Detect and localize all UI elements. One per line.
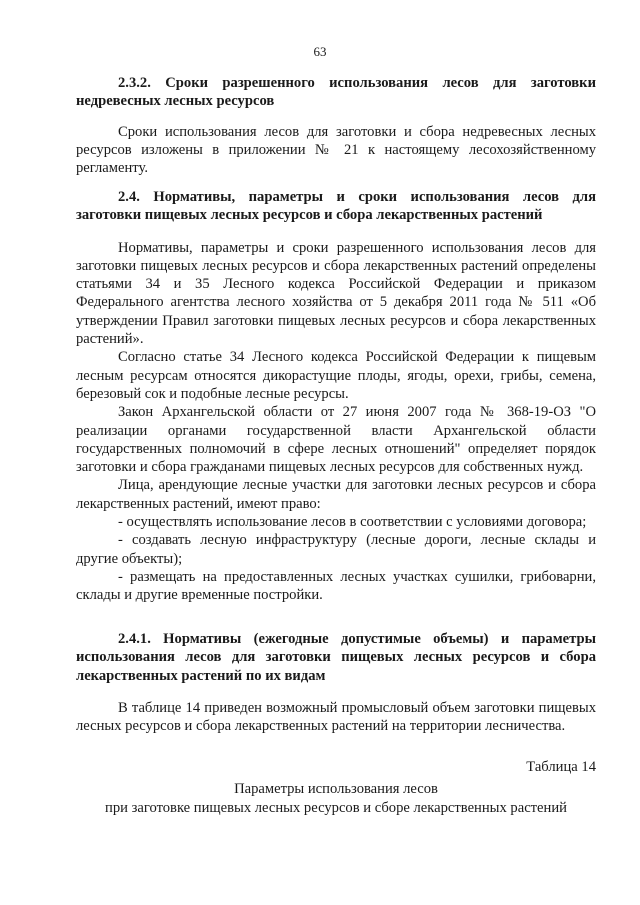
list-item: - осуществлять использование лесов в соответствии с условиями договора; <box>118 514 587 531</box>
table-label: Таблица 14 <box>526 759 596 775</box>
paragraph: Лица, арендующие лесные участки для заготовки лесных ресурсов и сбора лекарственных растений, имеют право: <box>76 477 596 512</box>
paragraph: Согласно статье 34 Лесного кодекса Российской Федерации к пищевым лесным ресурсам относятся дикорастущие плоды, ягоды, орехи, грибы, семена, березовый сок и подобные лесные ресурсы. <box>76 349 596 402</box>
section-241-heading: 2.4.1. Нормативы (ежегодные допустимые объемы) и параметры использования лесов для заготовки пищевых лесных ресурсов и сбора лекарственных растений по их видам <box>76 631 596 684</box>
page-number: 63 <box>313 44 327 59</box>
section-232 <box>76 74 596 177</box>
table-title-line2: при заготовке пищевых лесных ресурсов и сборе лекарственных растений <box>105 799 567 816</box>
section-24 <box>76 188 596 605</box>
table-caption <box>76 758 596 817</box>
list-item: - размещать на предоставленных лесных участках сушилки, грибоварни, склады и другие временные постройки. <box>76 568 596 604</box>
table-title-line1: Параметры использования лесов <box>234 781 438 798</box>
list-item: - создавать лесную инфраструктуру (лесные дороги, лесные склады и другие объекты); <box>76 532 596 567</box>
paragraph: Закон Архангельской области от 27 июня 2007 года № 368-19-ОЗ "О реализации органами государственной власти Архангельской области государственных полномочий в сфере лесных отношений" определяет порядок заготовки и сбора гражданами пищевых лесных ресурсов для собственных нужд. <box>76 404 596 476</box>
paragraph: Нормативы, параметры и сроки разрешенного использования лесов для заготовки пищевых лесных ресурсов и сбора лекарственных растений определены статьями 34 и 35 Лесного кодекса Российской Федерации и приказом Федерального агентства лесного хозяйства от 5 декабря 2011 года № 511 «Об утверждении Правил заготовки пищевых лесных ресурсов и сбора лекарственных растений». <box>76 239 596 348</box>
section-24-heading: 2.4. Нормативы, параметры и сроки использования лесов для заготовки пищевых лесных ресурсов и сбора лекарственных растений <box>76 189 596 224</box>
section-232-heading: 2.3.2. Сроки разрешенного использования лесов для заготовки недревесных лесных ресурсов <box>76 75 596 110</box>
section-241 <box>76 630 596 735</box>
section-241-text: В таблице 14 приведен возможный промысловый объем заготовки пищевых лесных ресурсов и сбора лекарственных растений на территории лесничества. <box>76 699 596 735</box>
section-232-text: Сроки использования лесов для заготовки и сбора недревесных лесных ресурсов изложены в приложении № 21 к настоящему лесохозяйственному регламенту. <box>76 123 596 177</box>
